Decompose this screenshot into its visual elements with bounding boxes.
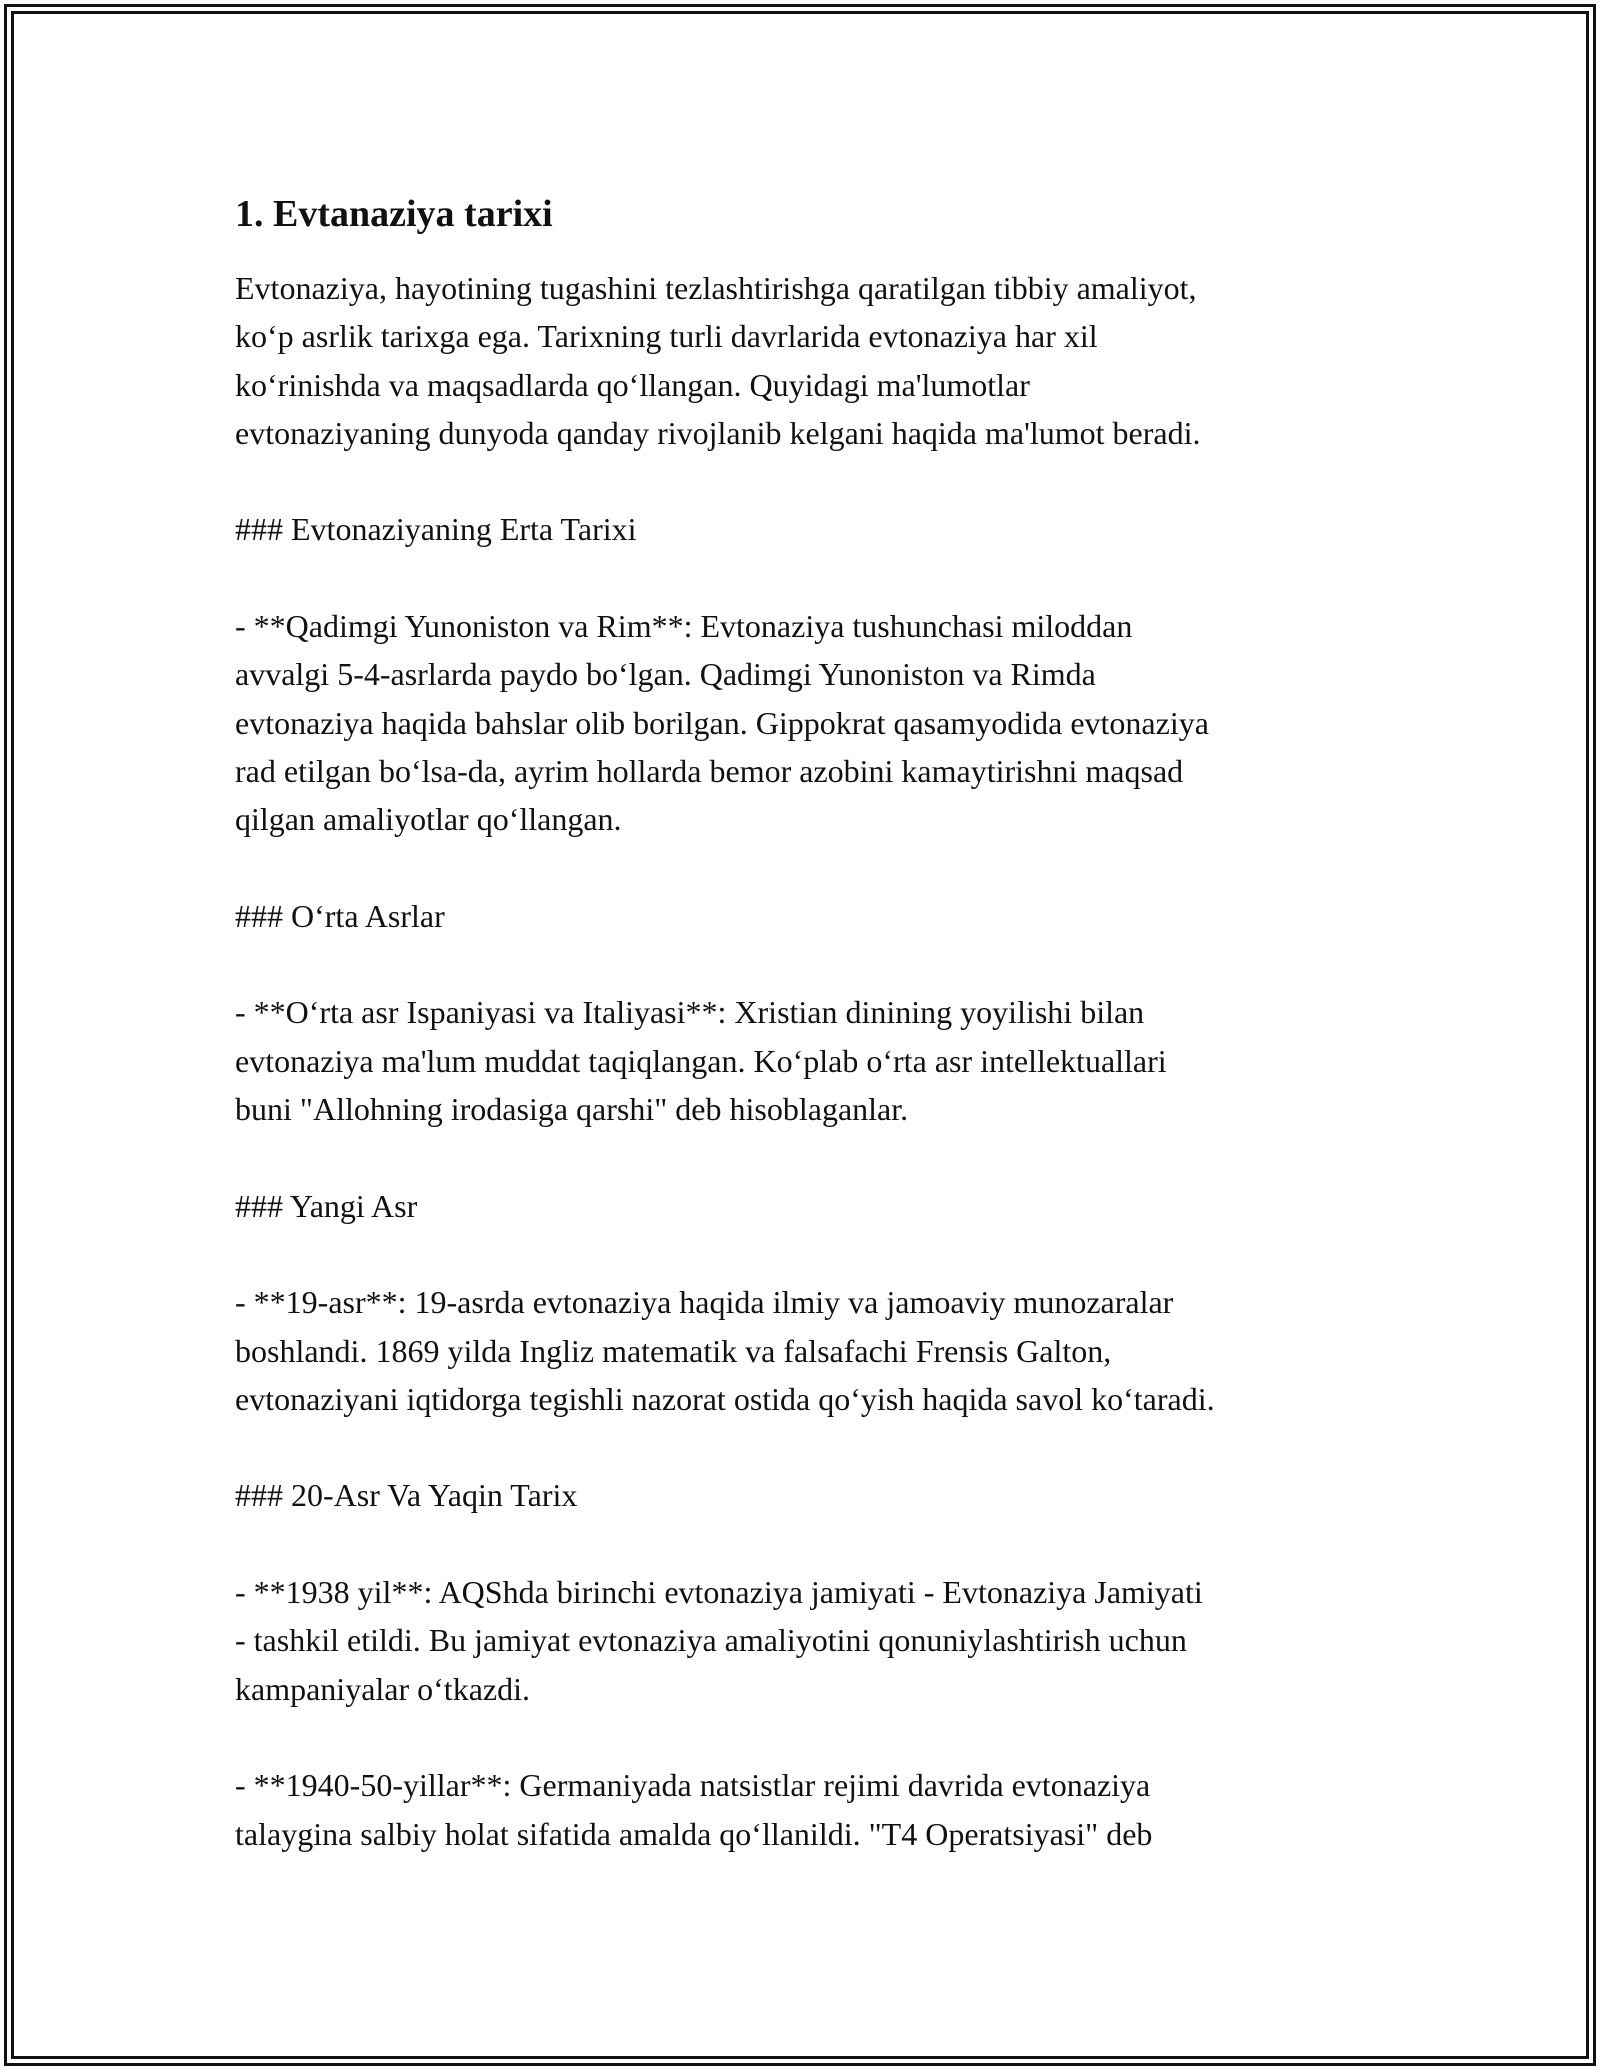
- text-line: ### Evtonaziyaning Erta Tarixi: [235, 511, 637, 548]
- document-body: [235, 186, 1370, 1858]
- paragraph: [235, 1182, 1370, 1230]
- text-line: evtonaziyani iqtidorga tegishli nazorat ostida qo‘yish haqida savol ko‘taradi.: [235, 1380, 1215, 1417]
- paragraph-gap: [235, 554, 1370, 602]
- document-title: 1. Evtanaziya tarixi: [235, 193, 553, 235]
- text-line: kampaniyalar o‘tkazdi.: [235, 1670, 530, 1707]
- text-line: ### 20-Asr Va Yaqin Tarix: [235, 1477, 578, 1514]
- text-line: - tashkil etildi. Bu jamiyat evtonaziya amaliyotini qonuniylashtirish uchun: [235, 1622, 1187, 1659]
- paragraph: [235, 1471, 1370, 1519]
- text-line: ko‘p asrlik tarixga ega. Tarixning turli davrlarida evtonaziya har xil: [235, 318, 1098, 355]
- paragraph-gap: [235, 844, 1370, 892]
- paragraph: [235, 892, 1370, 940]
- text-line: ### Yangi Asr: [235, 1187, 418, 1224]
- paragraph-gap: [235, 940, 1370, 988]
- text-line: - **Qadimgi Yunoniston va Rim**: Evtonaziya tushunchasi miloddan: [235, 608, 1133, 645]
- text-line: evtonaziyaning dunyoda qanday rivojlanib kelgani haqida ma'lumot beradi.: [235, 414, 1201, 451]
- paragraph: [235, 505, 1370, 553]
- paragraph: [235, 1761, 1370, 1858]
- text-line: ko‘rinishda va maqsadlarda qo‘llangan. Quyidagi ma'lumotlar: [235, 366, 1030, 403]
- paragraph-gap: [235, 1133, 1370, 1181]
- paragraph: [235, 264, 1370, 457]
- text-line: evtonaziya haqida bahslar olib borilgan. Gippokrat qasamyodida evtonaziya: [235, 704, 1209, 741]
- text-line: - **1940-50-yillar**: Germaniyada natsistlar rejimi davrida evtonaziya: [235, 1767, 1151, 1804]
- text-line: avvalgi 5-4-asrlarda paydo bo‘lgan. Qadimgi Yunoniston va Rimda: [235, 656, 1096, 693]
- paragraph-gap: [235, 1713, 1370, 1761]
- paragraph-gap: [235, 1520, 1370, 1568]
- text-line: ### O‘rta Asrlar: [235, 897, 445, 934]
- text-line: buni "Allohning irodasiga qarshi" deb hisoblaganlar.: [235, 1091, 909, 1128]
- text-line: boshlandi. 1869 yilda Ingliz matematik va falsafachi Frensis Galton,: [235, 1332, 1112, 1369]
- text-line: Evtonaziya, hayotining tugashini tezlashtirishga qaratilgan tibbiy amaliyot,: [235, 270, 1197, 306]
- paragraph: [235, 1278, 1370, 1423]
- text-line: - **19-asr**: 19-asrda evtonaziya haqida ilmiy va jamoaviy munozaralar: [235, 1284, 1174, 1321]
- text-line: - **O‘rta asr Ispaniyasi va Italiyasi**: Xristian dinining yoyilishi bilan: [235, 994, 1145, 1031]
- text-line: evtonaziya ma'lum muddat taqiqlangan. Ko‘plab o‘rta asr intellektuallari: [235, 1042, 1167, 1079]
- paragraph-gap: [235, 1423, 1370, 1471]
- text-line: qilgan amaliyotlar qo‘llangan.: [235, 801, 622, 838]
- paragraph-gap: [235, 1230, 1370, 1278]
- paragraph-list: [235, 264, 1370, 1858]
- paragraph: [235, 988, 1370, 1133]
- text-line: - **1938 yil**: AQShda birinchi evtonaziya jamiyati - Evtonaziya Jamiyati: [235, 1574, 1203, 1611]
- text-line: rad etilgan bo‘lsa-da, ayrim hollarda bemor azobini kamaytirishni maqsad: [235, 752, 1184, 789]
- paragraph: [235, 1568, 1370, 1713]
- text-line: talaygina salbiy holat sifatida amalda qo‘llanildi. "T4 Operatsiyasi" deb: [235, 1815, 1153, 1852]
- paragraph: [235, 602, 1370, 843]
- paragraph-gap: [235, 457, 1370, 505]
